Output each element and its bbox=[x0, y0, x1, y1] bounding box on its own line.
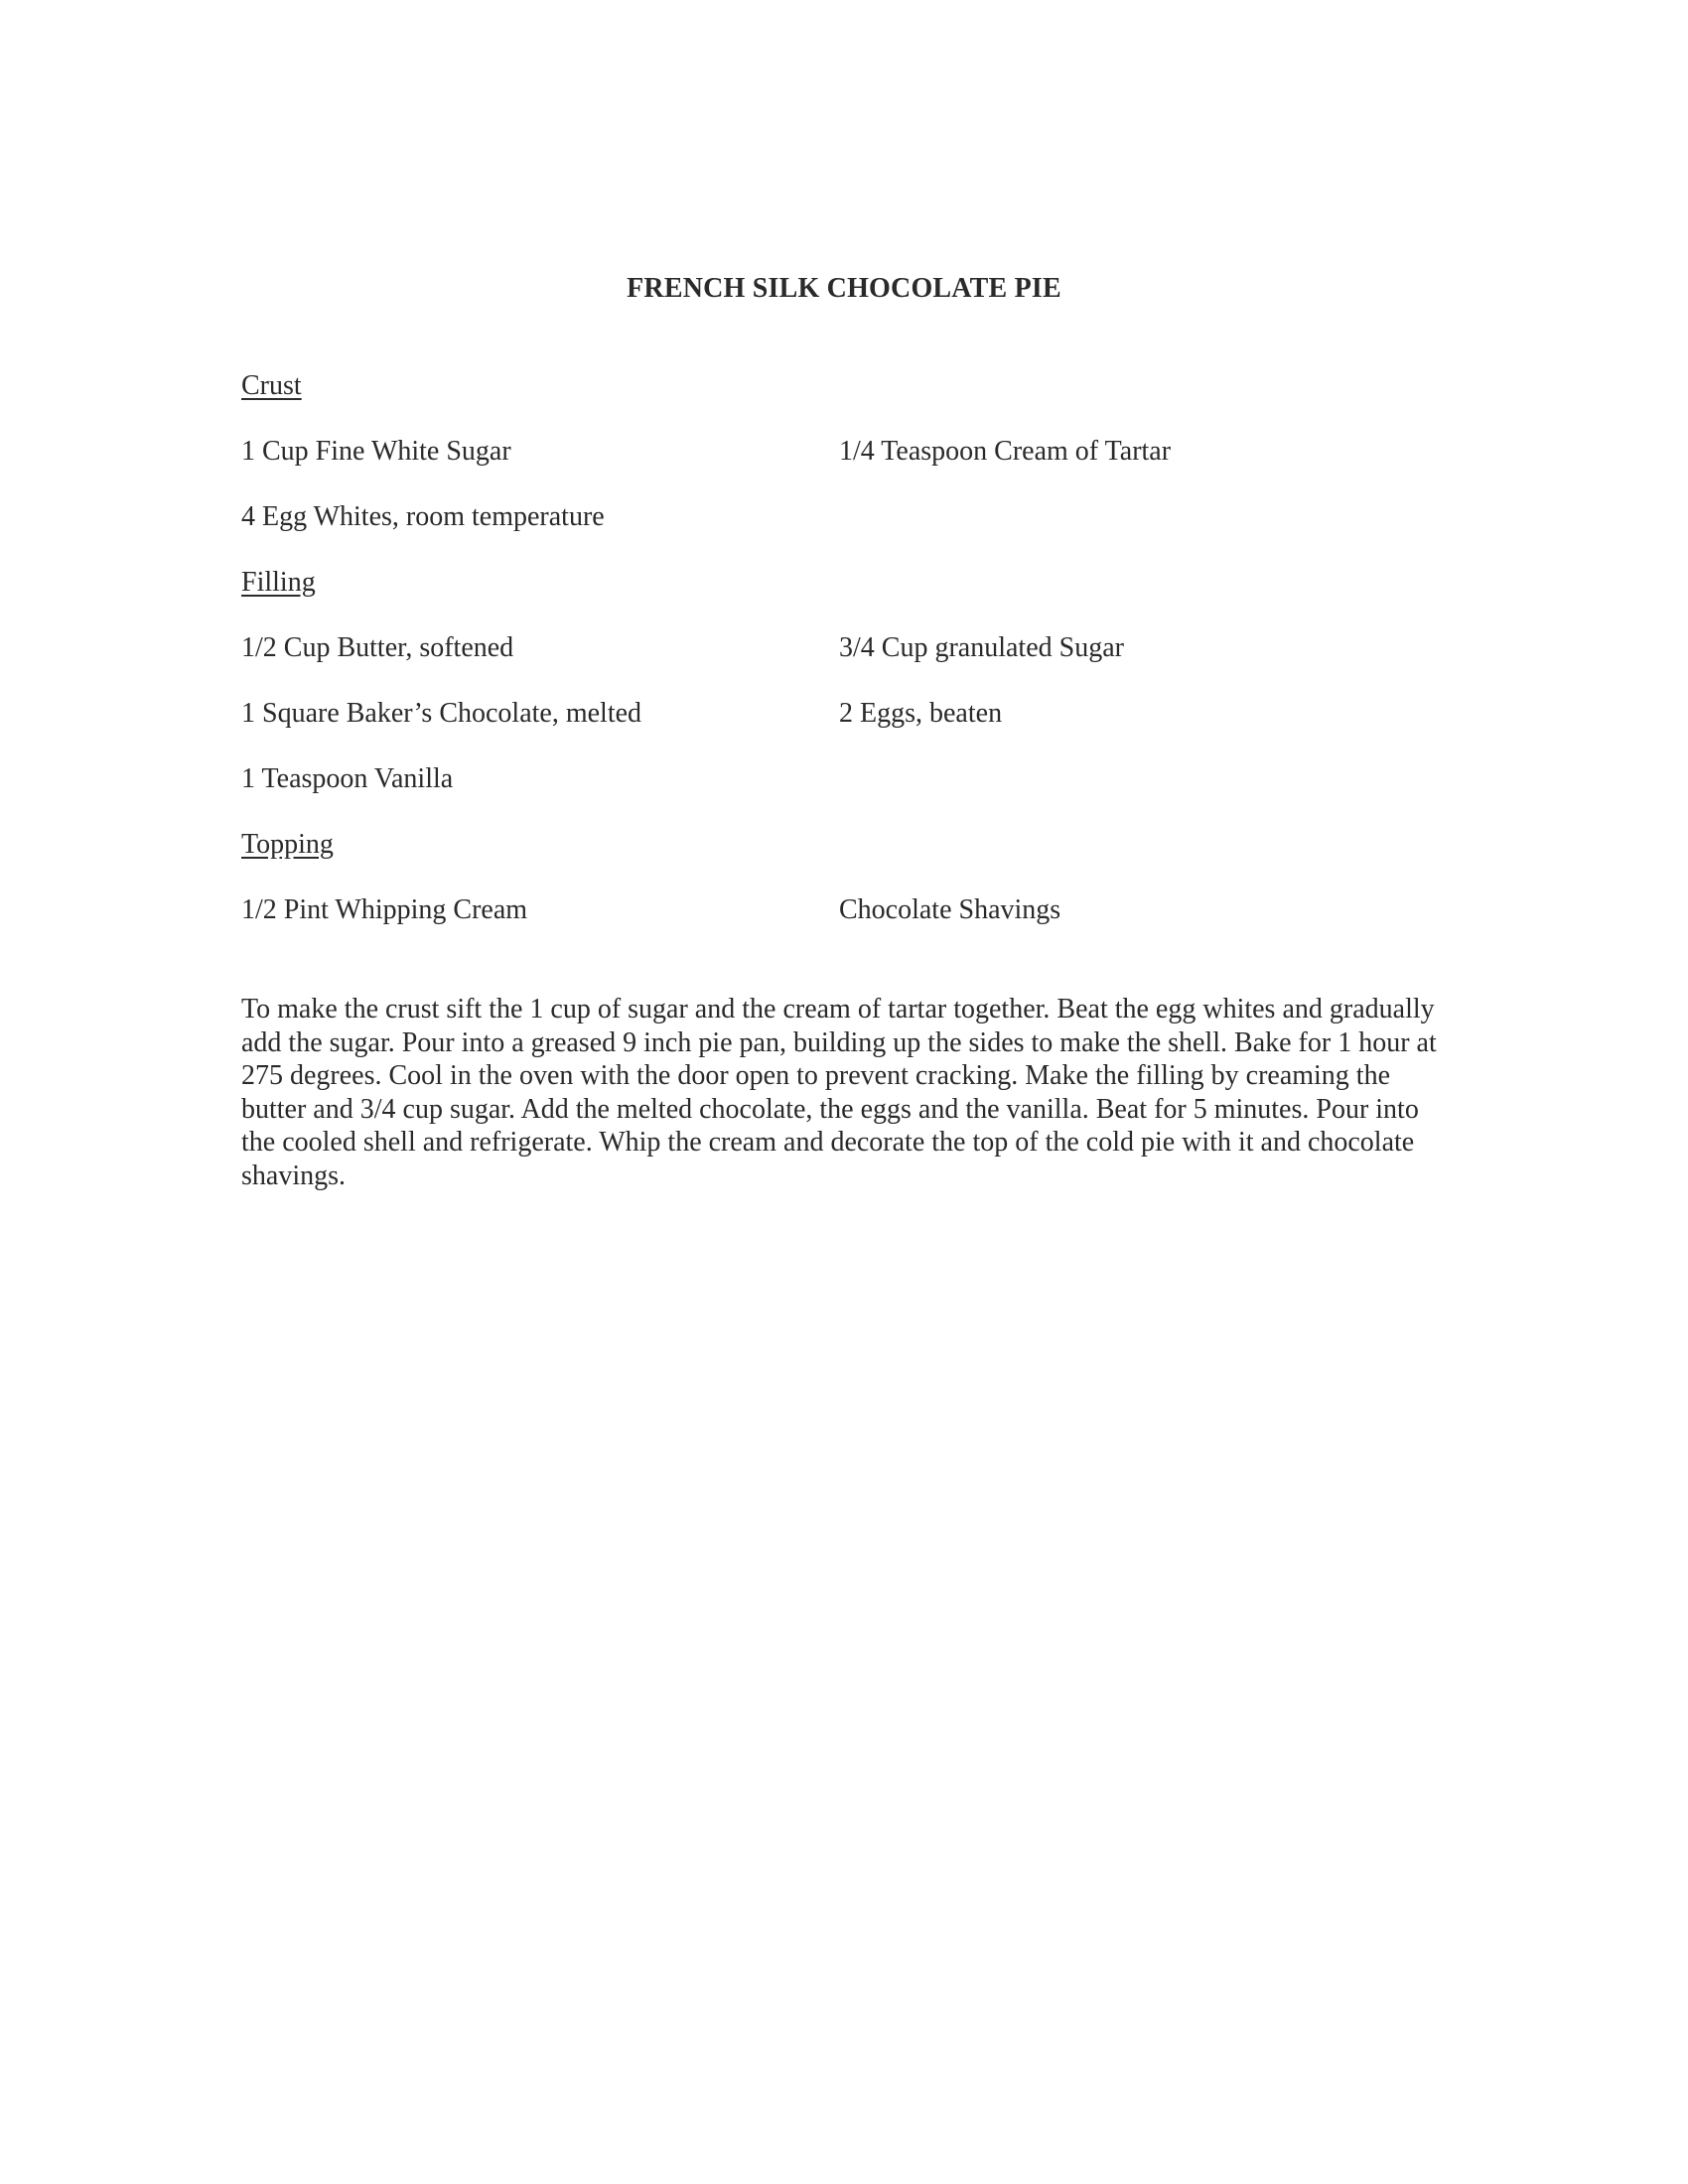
topping-heading: Topping bbox=[241, 829, 334, 860]
recipe-title: FRENCH SILK CHOCOLATE PIE bbox=[627, 273, 1061, 304]
filling-ingredient-butter: 1/2 Cup Butter, softened bbox=[241, 632, 514, 663]
crust-heading: Crust bbox=[241, 370, 302, 401]
filling-heading: Filling bbox=[241, 567, 316, 598]
filling-ingredient-eggs: 2 Eggs, beaten bbox=[839, 698, 1003, 729]
crust-ingredient-cream-of-tartar: 1/4 Teaspoon Cream of Tartar bbox=[839, 436, 1172, 467]
crust-ingredient-egg-whites: 4 Egg Whites, room temperature bbox=[241, 501, 605, 532]
topping-ingredient-shavings: Chocolate Shavings bbox=[839, 894, 1061, 925]
directions-paragraph: To make the crust sift the 1 cup of sugar and the cream of tartar together. Beat the egg whites and gradually add the sugar. Pour into a greased 9 inch pie pan, building up the sides to make the shell. Bake for 1 hour at 275 degrees. Cool in the oven with the door open to prevent cracking. Make the filling by creaming the butter and 3/4 cup sugar. Add the melted chocolate, the eggs and the vanilla. Beat for 5 minutes. Pour into the cooled shell and refrigerate. Whip the cream and decorate the top of the cold pie with it and chocolate shavings. bbox=[241, 994, 1437, 1191]
filling-ingredient-sugar: 3/4 Cup granulated Sugar bbox=[839, 632, 1124, 663]
topping-ingredient-cream: 1/2 Pint Whipping Cream bbox=[241, 894, 528, 925]
filling-ingredient-chocolate: 1 Square Baker’s Chocolate, melted bbox=[241, 698, 642, 729]
crust-ingredient-sugar: 1 Cup Fine White Sugar bbox=[241, 436, 511, 467]
filling-ingredient-vanilla: 1 Teaspoon Vanilla bbox=[241, 763, 454, 794]
